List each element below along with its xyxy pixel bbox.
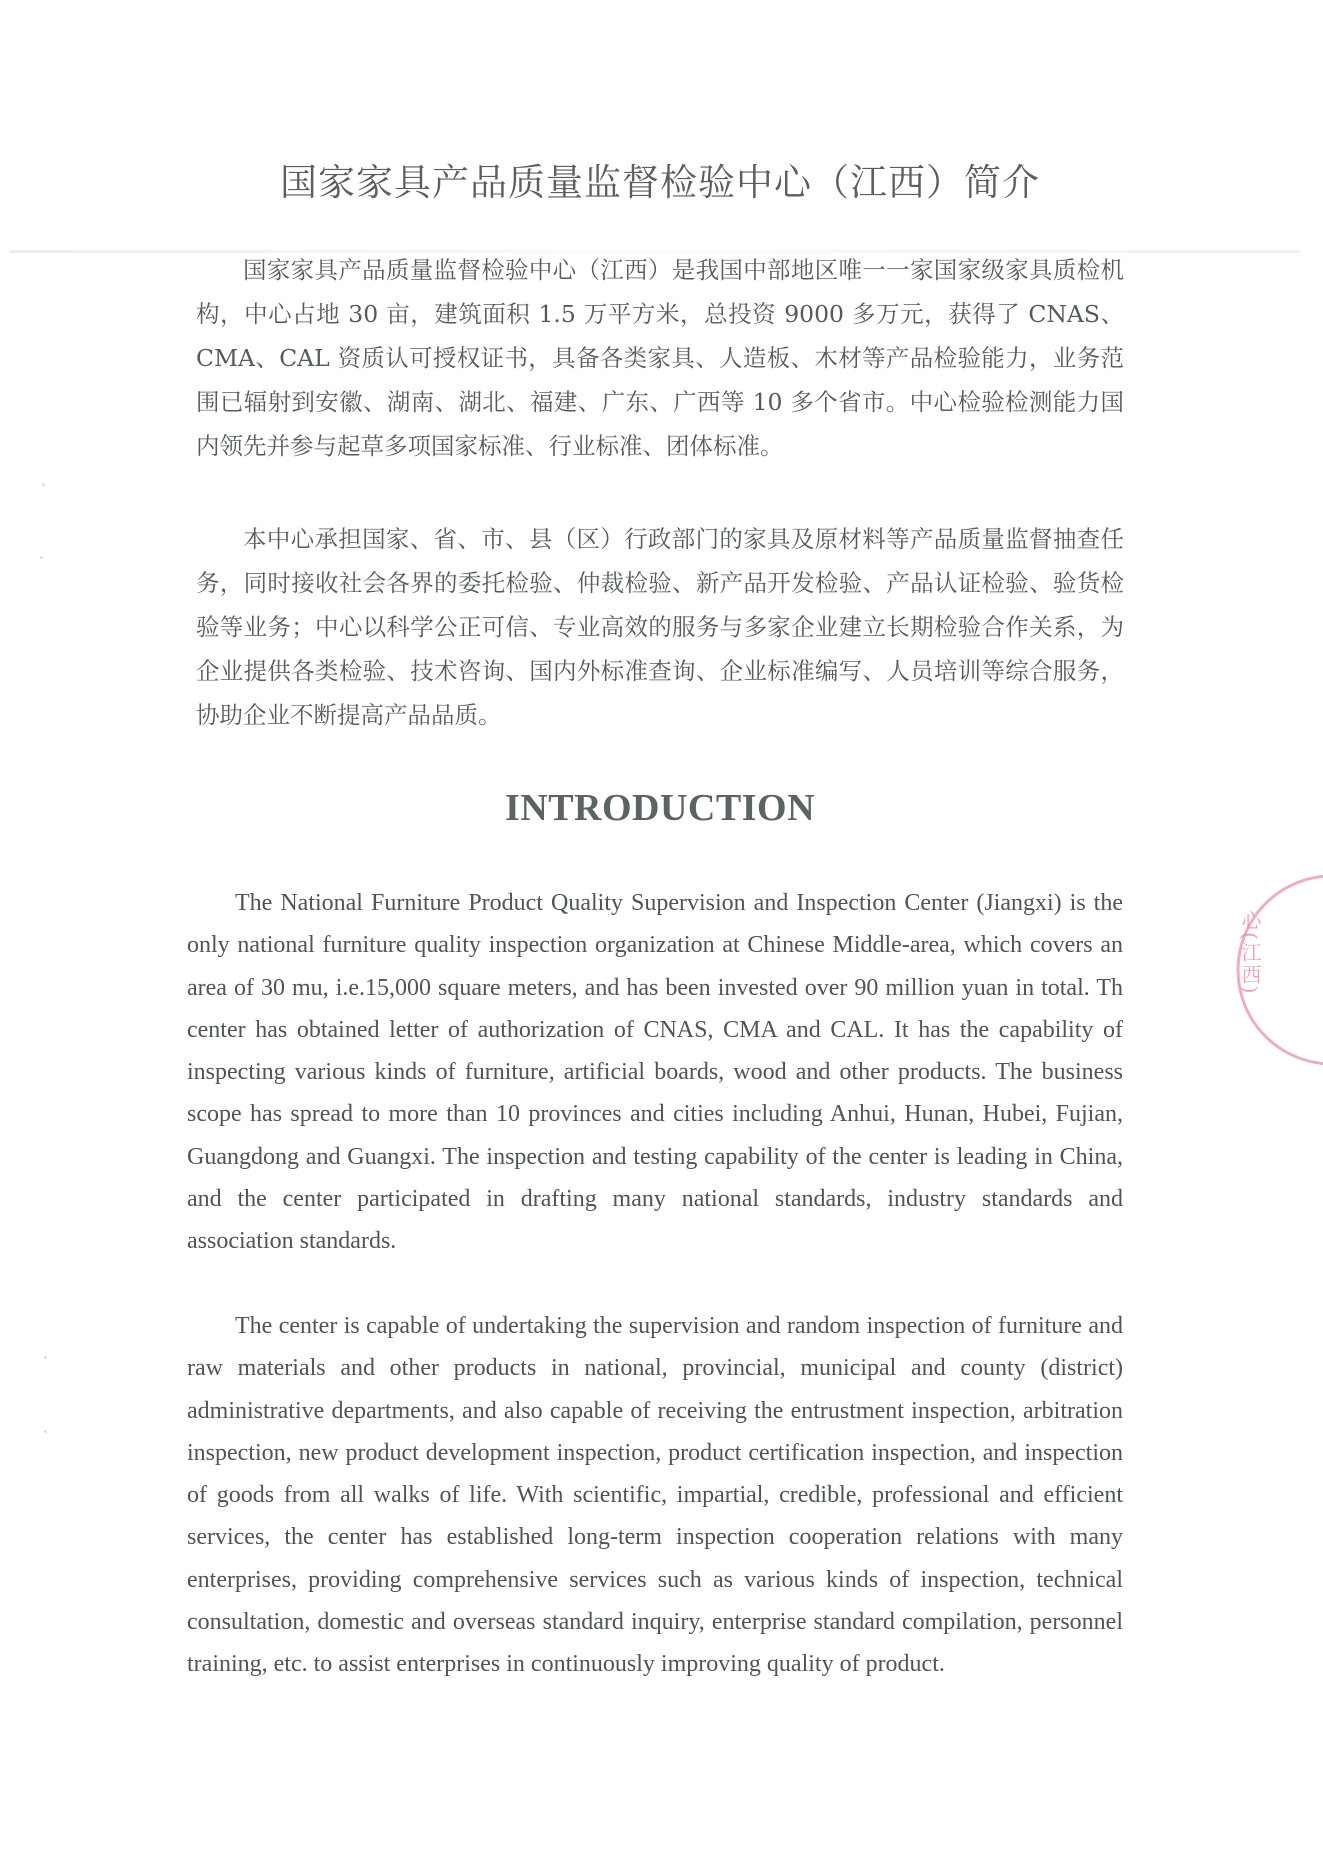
chinese-paragraph-1-block (196, 248, 1124, 468)
chinese-paragraph-1: 国家家具产品质量监督检验中心（江西）是我国中部地区唯一一家国家级家具质检机构，中心占地 30 亩，建筑面积 1.5 万平方米，总投资 9000 多万元，获得了 CNAS、CMA、CAL 资质认可授权证书，具备各类家具、人造板、木材等产品检验能力，业务范围已辐射到安徽、湖南、湖北、福建、广东、广西等 10 多个省市。中心检验检测能力国内领先并参与起草多项国家标准、行业标准、团体标准。 (196, 256, 1124, 460)
chinese-title: 国家家具产品质量监督检验中心（江西）简介 (280, 161, 1040, 204)
english-title: INTRODUCTION (504, 787, 816, 829)
chinese-paragraph-2-block (196, 517, 1124, 737)
english-paragraph-1-block (187, 882, 1123, 1263)
english-paragraph-1: The National Furniture Product Quality Supervision and Inspection Center (Jiangxi) is the only national furniture quality inspection organization at Chinese Middle-area, which covers an area of 30 mu, i.e.15,000 square meters, and has been invested over 90 million yuan in total. Th center has obtained letter of authorization of CNAS, CMA and CAL. It has the capability of inspecting various kinds of furniture, artificial boards, wood and other products. The business scope has spread to more than 10 provinces and cities including Anhui, Hunan, Hubei, Fujian, Guangdong and Guangxi. The inspection and testing capability of the center is leading in China, and the center participated in drafting many national standards, industry standards and association standards. (187, 890, 1123, 1255)
scan-speck (42, 483, 45, 486)
chinese-paragraph-2: 本中心承担国家、省、市、县（区）行政部门的家具及原材料等产品质量监督抽查任务，同时接收社会各界的委托检验、仲裁检验、新产品开发检验、产品认证检验、验货检验等业务；中心以科学公正可信、专业高效的服务与多家企业建立长期检验合作关系，为企业提供各类检验、技术咨询、国内外标准查询、企业标准编写、人员培训等综合服务，协助企业不断提高产品品质。 (196, 525, 1124, 729)
official-seal-stamp (1222, 870, 1323, 1070)
english-paragraph-2: The center is capable of undertaking the supervision and random inspection of furniture and raw materials and other products in national, provincial, municipal and county (district) administrative departments, and also capable of receiving the entrustment inspection, arbitration inspection, new product development inspection, product certification inspection, and inspection of goods from all walks of life. With scientific, impartial, credible, professional and efficient services, the center has established long-term inspection cooperation relations with many enterprises, providing comprehensive services such as various kinds of inspection, technical consultation, domestic and overseas standard inquiry, enterprise standard compilation, personnel training, etc. to assist enterprises in continuously improving quality of product. (187, 1313, 1123, 1678)
english-paragraph-2-block (187, 1305, 1123, 1686)
scan-speck (44, 1356, 47, 1359)
scan-speck (40, 556, 43, 559)
seal-text: 心(江西) (1238, 910, 1262, 996)
scan-speck (44, 1430, 47, 1433)
